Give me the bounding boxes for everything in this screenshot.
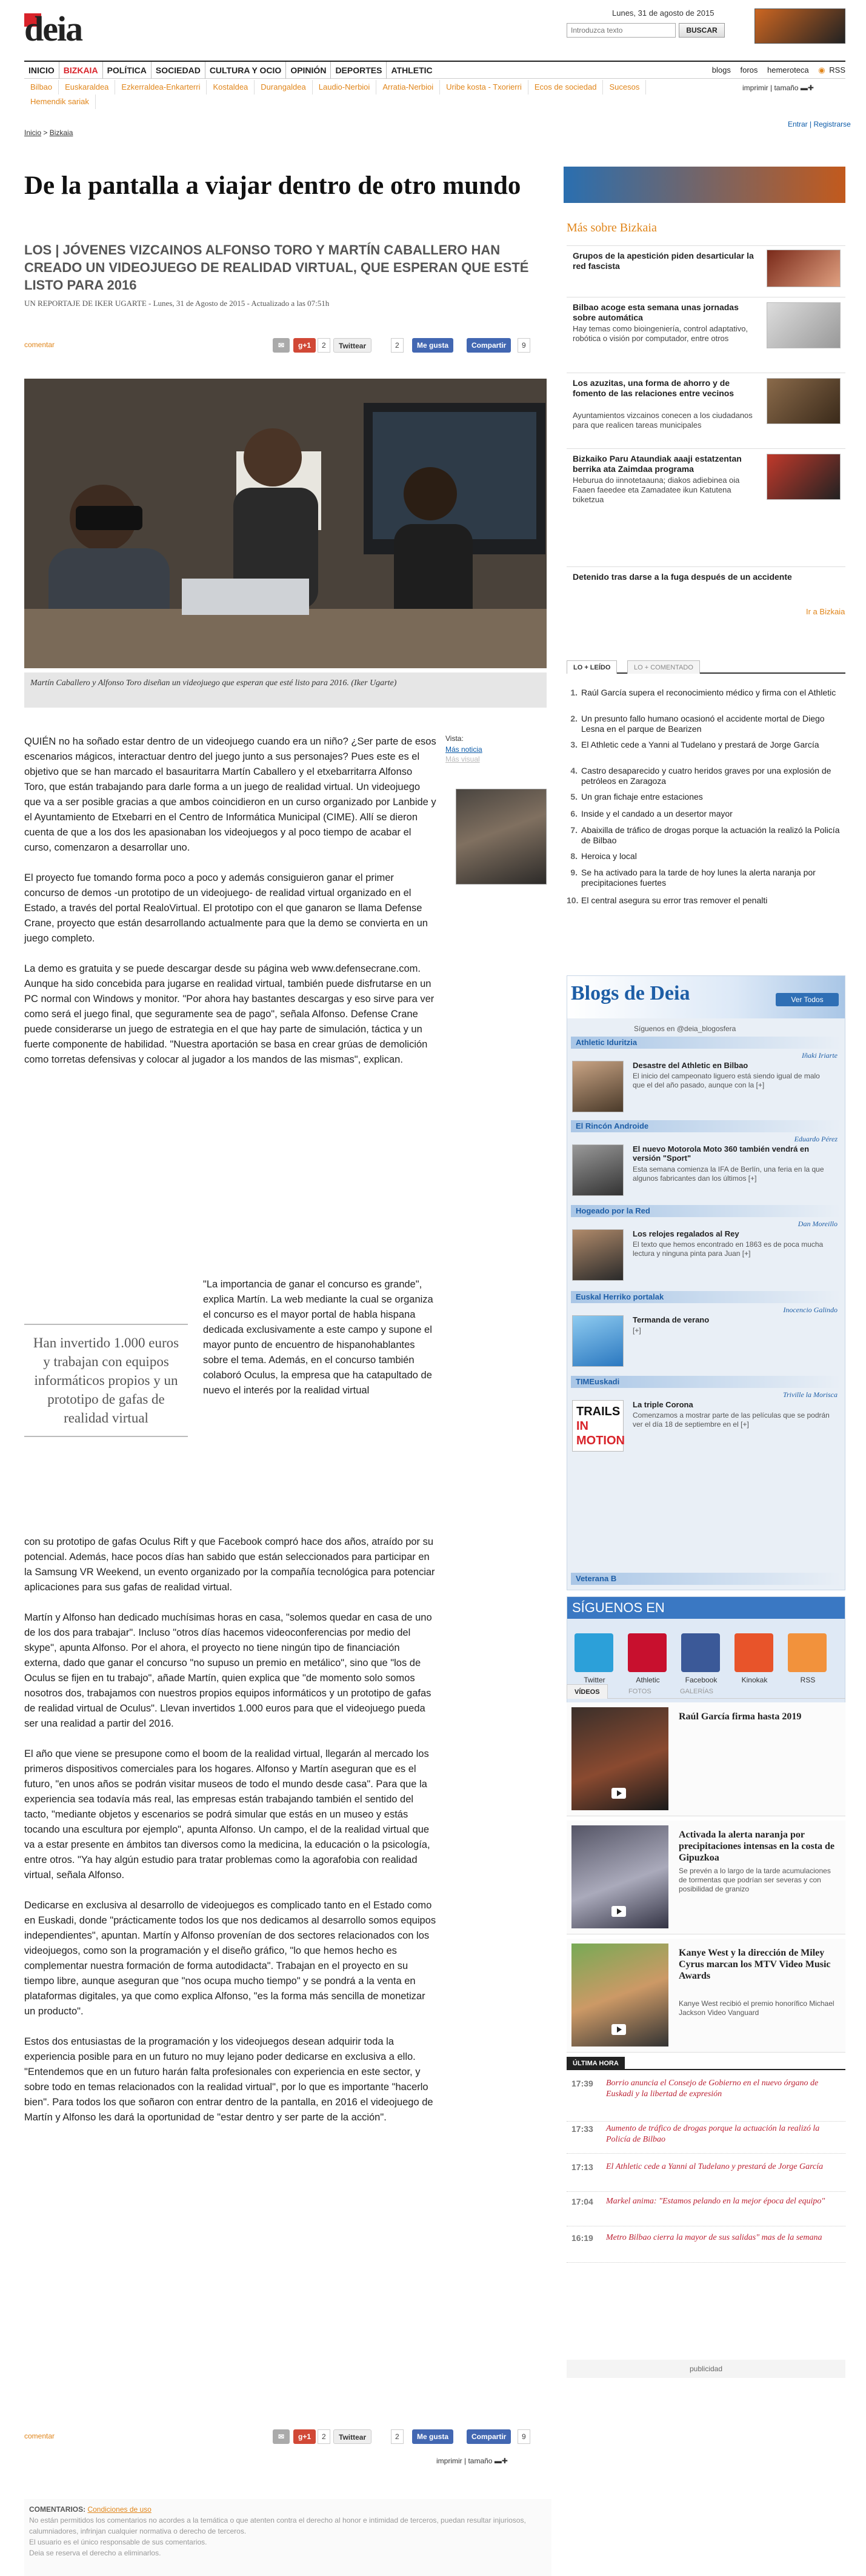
athletic-icon[interactable] xyxy=(628,1633,667,1672)
play-icon[interactable] xyxy=(611,1788,626,1799)
font-minus-icon[interactable]: ▬ xyxy=(494,2457,502,2465)
news-row[interactable] xyxy=(567,2232,845,2263)
related-item[interactable] xyxy=(567,566,845,585)
blog-post-title[interactable]: La triple Corona xyxy=(633,1400,693,1409)
blog-section[interactable]: TIMEuskadi xyxy=(571,1376,841,1388)
kinokak-icon[interactable] xyxy=(734,1633,773,1672)
nav-foros[interactable]: foros xyxy=(740,65,758,75)
avatar xyxy=(572,1229,624,1281)
related-desc: Ayuntamientos vizcainos conecen a los ciudadanos para que realicen tareas municipales xyxy=(573,411,753,430)
news-row[interactable] xyxy=(567,2196,845,2226)
nav-athletic[interactable]: ATHLETIC xyxy=(391,65,433,75)
subnav-item[interactable]: Laudio-Nerbioi xyxy=(313,80,377,95)
subnav-item[interactable]: Durangaldea xyxy=(255,80,312,95)
fb-share-button[interactable]: Compartir xyxy=(467,2429,511,2444)
blog-post-desc: Esta semana comienza la IFA de Berlín, una feria en la que algunos fabricantes dan los últimos [+] xyxy=(633,1165,824,1183)
comment-link[interactable]: comentar xyxy=(24,340,55,349)
related-item[interactable] xyxy=(567,245,845,294)
paragraph: El proyecto fue tomando forma poco a poco y además consiguieron ganar el primer concurso de demos -un prototipo de un videojuego- de realidad virtual organizado en el Estado, a través del portal RealoVirtual. El prototipo con el que ganaron se llama Defense Crane, proyecto que están desarrollando actualmente para que la demo se convierta en un juego completo. xyxy=(24,872,428,944)
twitter-icon[interactable] xyxy=(575,1633,613,1672)
gplus-button[interactable]: g+1 xyxy=(293,338,316,353)
play-icon[interactable] xyxy=(611,1906,626,1917)
subnav-item[interactable]: Arratia-Nerbioi xyxy=(376,80,440,95)
search-input[interactable] xyxy=(567,23,676,38)
nav-blogs[interactable]: blogs xyxy=(711,65,731,75)
comments-title: COMENTARIOS: xyxy=(29,2505,86,2514)
tab-fotos[interactable]: FOTOS xyxy=(628,1688,651,1695)
fb-count: 9 xyxy=(518,2429,530,2444)
fb-like-button[interactable]: Me gusta xyxy=(412,338,453,353)
blog-post-desc: El inicio del campeonato liguero está siendo igual de malo que el del año pasado, aunque con la [+] xyxy=(633,1072,820,1089)
subnav-item[interactable]: Ezkerraldea-Enkarterri xyxy=(115,80,207,95)
most-read-text[interactable]: El Athletic cede a Yanni al Tudelano y prestará de Jorge García xyxy=(581,740,819,749)
blog-post-desc: Comenzamos a mostrar parte de las películas que se podrán ver el día 18 de septiembre en el [+] xyxy=(633,1411,830,1429)
photo-illustration xyxy=(24,379,547,668)
blog-post-title[interactable]: Termanda de verano xyxy=(633,1315,710,1324)
blogs-follow[interactable]: Síguenos en @deia_blogosfera xyxy=(634,1024,736,1033)
news-text[interactable]: Markel anima: "Estamos pelando en la mejor época del equipo" xyxy=(606,2197,825,2206)
subnav-item[interactable]: Uribe kosta - Txorierri xyxy=(440,80,528,95)
video-desc: Kanye West recibió el premio honorífico Michael Jackson Video Vanguard xyxy=(679,1999,834,2017)
article-title: De la pantalla a viajar dentro de otro mundo xyxy=(24,171,521,200)
ultima-hora-header xyxy=(567,2057,845,2070)
print-link[interactable]: imprimir xyxy=(436,2457,462,2465)
nav-sociedad[interactable]: SOCIEDAD xyxy=(152,62,205,79)
blog-post[interactable] xyxy=(572,1315,841,1370)
size-label: tamaño xyxy=(468,2457,493,2465)
blog-post[interactable] xyxy=(572,1061,841,1115)
related-thumb[interactable] xyxy=(767,378,841,424)
related-headline[interactable]: Los azuzitas, una forma de ahorro y de fomento de las relaciones entre vecinos xyxy=(573,378,734,398)
comment-link[interactable]: comentar xyxy=(24,2432,55,2440)
facebook-icon[interactable] xyxy=(681,1633,720,1672)
most-read-text[interactable]: Raúl García supera el reconocimiento médico y firma con el Athletic xyxy=(581,688,836,697)
view-mas-noticia[interactable]: Más noticia xyxy=(445,745,482,754)
nav-right xyxy=(705,62,845,79)
ad-slot: publicidad xyxy=(567,2360,845,2378)
subnav-item[interactable]: Kostaldea xyxy=(207,80,255,95)
comments-section xyxy=(24,2499,551,2576)
rss-icon[interactable] xyxy=(788,1633,827,1672)
blogs-box xyxy=(567,975,845,1590)
news-row[interactable] xyxy=(567,2078,845,2122)
sub-nav xyxy=(24,80,685,109)
video-item[interactable] xyxy=(567,1821,845,1934)
nav-rss[interactable]: RSS xyxy=(829,65,845,75)
nav-bizkaia[interactable]: BIZKAIA xyxy=(59,62,103,79)
news-time: 17:33 xyxy=(571,2124,593,2134)
article-byline: UN REPORTAJE DE IKER UGARTE - Lunes, 31 de Agosto de 2015 - Actualizado a las 07:51h xyxy=(24,299,330,308)
nav-cultura[interactable]: CULTURA Y OCIO xyxy=(205,62,287,79)
blogs-title[interactable]: Blogs de Deia xyxy=(571,982,690,1004)
print-size-tools: imprimir | tamaño ▬✚ xyxy=(742,84,814,92)
size-label: tamaño xyxy=(774,84,799,92)
subnav-item[interactable]: Bilbao xyxy=(24,80,59,95)
blog-post-desc: [+] xyxy=(633,1326,641,1335)
paragraph: con su prototipo de gafas Oculus Rift y que Facebook compró hace dos años, atraído por su potencial. Además, hace pocos días han sabido que están seleccionados para participar en la Samsung VR Weekend, un evento organizado por la compañía tecnológica para potenciar aplicaciones para sus gafas de realidad virtual. xyxy=(24,1536,435,1593)
paragraph: Martín y Alfonso han dedicado muchísimas horas en casa, "solemos quedar en casa de uno de los dos para trabajar". Incluso "otros días hacemos videoconferencias por medio del skype", apunta Alfonso. Por el ahora, el proyecto no tiene ningún tipo de financiación externa, dado que ganar el concurso "no supuso un premio en metálico", sino que "los de Oculus se fijen en tu trabajo", añade Martín, quien explica que "de momento solo somos nosotros dos, trabajamos con nuestros propios equipos informáticos y un prototipo de gafas de realidad virtual de Oculus". Llevan invertidos 1.000 euros para que el videojuego pueda ser una realidad a partir del 2016. xyxy=(24,1612,432,1729)
paragraph: Dedicarse en exclusiva al desarrollo de videojuegos es complicado tanto en el Estado como en Euskadi, donde "prácticamente todos los que nos dedicamos al desarrollo somos equipos independientes", apuntan. Martín y Alfonso provenían de dos sectores relacionados con los videojuegos, como son la programación y el diseño gráfico, "lo que hemos hecho es complementar nuestra formación de forma autodidacta". Trabajan en el proyecto en su tiempo libre, aunque aseguran que "nos ocupa mucho tiempo" y se pondrá a la venta en plataformas digitales, ya que como explica Alfonso, "es la forma más sencilla de monetizar un producto". xyxy=(24,1900,436,2017)
social-label[interactable]: RSS xyxy=(800,1676,816,1684)
gplus-count: 2 xyxy=(318,2429,330,2444)
current-date: Lunes, 31 de agosto de 2015 xyxy=(612,8,714,18)
mail-icon[interactable]: ✉ xyxy=(273,2429,290,2444)
video-desc: Se prevén a lo largo de la tarde acumulaciones de tormentas que podrían ser severas y con posibilidad de granizo xyxy=(679,1867,831,1893)
most-read-text[interactable]: Se ha activado para la tarde de hoy lunes la alerta naranja por precipitaciones fuertes xyxy=(581,868,816,888)
most-read-text[interactable]: Inside y el candado a un desertor mayor xyxy=(581,809,733,818)
related-item[interactable] xyxy=(567,373,845,445)
related-desc: Hay temas como bioingeniería, control adaptativo, robótica o visión por computador, entre otros xyxy=(573,324,748,343)
site-logo[interactable]: deia xyxy=(24,9,82,48)
main-nav xyxy=(24,61,845,79)
nav-deportes[interactable]: DEPORTES xyxy=(331,62,387,79)
font-minus-icon[interactable]: ▬ xyxy=(800,84,808,92)
fb-like-button[interactable]: Me gusta xyxy=(412,2429,453,2444)
related-item[interactable] xyxy=(567,297,845,370)
breadcrumb: Inicio > Bizkaia xyxy=(24,128,73,137)
most-read-text[interactable]: Abaixilla de tráfico de drogas porque la actuación la realizó la Policía de Bilbao xyxy=(581,825,840,845)
nav-hemeroteca[interactable]: hemeroteca xyxy=(767,65,809,75)
print-link[interactable]: imprimir xyxy=(742,84,768,92)
most-read-text[interactable]: Heroica y local xyxy=(581,851,637,861)
news-time: 16:19 xyxy=(571,2233,593,2243)
subnav-item[interactable]: Ecos de sociedad xyxy=(528,80,604,95)
paragraph: "La importancia de ganar el concurso es grande", explica Martín. La web mediante la cual se organiza el concurso es el mayor portal de habla hispana dedicada exclusivamente a este campo y supone el mayor punto de encuentro de hispanohablantes sobre el tema. Además, en el concurso también colaboró Oculus, la empresa que ha catapultado de nuevo el interés por la realidad virtual xyxy=(203,1279,433,1396)
video-title[interactable]: Raúl García firma hasta 2019 xyxy=(679,1711,802,1722)
photo-caption: Martín Caballero y Alfonso Toro diseñan un videojuego que esperan que esté listo para 2016. (Iker Ugarte) xyxy=(24,672,547,708)
article-body-1 xyxy=(24,734,436,1083)
news-text[interactable]: El Athletic cede a Yanni al Tudelano y prestará de Jorge García xyxy=(606,2162,824,2171)
most-read-text[interactable]: Un presunto fallo humano ocasionó el accidente mortal de Diego Lesna en el parque de Bearizen xyxy=(581,714,825,734)
twitter-button[interactable]: Twittear xyxy=(333,338,371,353)
mail-icon[interactable]: ✉ xyxy=(273,338,290,353)
article-body-2 xyxy=(203,1277,436,1398)
video-title[interactable]: Kanye West y la dirección de Miley Cyrus marcan los MTV Video Music Awards xyxy=(679,1948,831,1981)
blog-post-desc: El texto que hemos encontrado en 1863 es de poca mucha lectura y ninguna pinta para Juan [+] xyxy=(633,1240,824,1258)
blog-post-title[interactable]: El nuevo Motorola Moto 360 también vendrá en versión "Sport" xyxy=(633,1144,810,1163)
view-mas-visual[interactable]: Más visual xyxy=(445,755,480,763)
view-switch xyxy=(445,734,548,763)
rss-icon[interactable]: ◉ xyxy=(818,65,825,75)
paragraph: Estos dos entusiastas de la programación y los videojuegos desean adquirir toda la experiencia posible para en un futuro no muy lejano poder dedicarse en exclusiva a ello. "Entendemos que en un futuro harán falta profesionales con experiencia en este sector, y sobre todo en temas relacionados con la realidad virtual", por lo que es importante "hacerlo bien". Para todos los que soñaron con entrar dentro de la pantalla, en 2016 el videojuego de Martín y Alfonso les dará la oportunidad de "estar dentro y ser parte de la acción". xyxy=(24,2036,433,2123)
promo-banner[interactable] xyxy=(754,8,845,44)
nav-opinion[interactable]: OPINIÓN xyxy=(286,62,331,79)
pull-quote: Han invertido 1.000 euros y trabajan con equipos informáticos propios y un prototipo de gafas de realidad virtual xyxy=(24,1324,188,1437)
blog-author: Eduardo Pérez xyxy=(794,1135,838,1143)
gallery-thumbnail[interactable] xyxy=(456,789,547,885)
share-bar-bottom xyxy=(24,2429,551,2445)
paragraph: La demo es gratuita y se puede descargar desde su página web www.defensecrane.com. Aunque ha sido concebida para jugarse en realidad virtual, también puede disfrutarse en un PC normal con Windows y monitor. "Por ahora hay bastantes descargas y eso sirve para ver como será el juego final, que seguramente sea de pago", señala Alfonso. Defense Crane puede considerarse un juego de estrategia en el que hay parte de simulación, táctica y un fuerte componente de habilidad. "Nuestra aportación se basa en crear grúas de demolición como torretas defensivas y colocar al jugador a los mandos de las mismas", explican. xyxy=(24,963,435,1065)
blog-post[interactable] xyxy=(572,1144,841,1199)
social-title: SÍGUENOS EN xyxy=(567,1597,845,1619)
gplus-button[interactable]: g+1 xyxy=(293,2429,316,2444)
comments-rule: No están permitidos los comentarios no acordes a la temática o que atenten contra el derecho al honor e intimidad de terceros, puedan resultar injuriosos, calumniadores, infrinjan cualquier normativa o derecho de terceros. xyxy=(29,2516,526,2535)
video-item[interactable] xyxy=(567,1939,845,2053)
related-item[interactable] xyxy=(567,448,845,515)
video-thumb[interactable] xyxy=(571,1944,668,2047)
blogs-header xyxy=(567,976,845,1018)
avatar xyxy=(572,1061,624,1112)
breadcrumb-home[interactable]: Inicio xyxy=(24,128,42,137)
blog-author: Inocencio Galindo xyxy=(783,1306,838,1314)
paragraph: QUIÉN no ha soñado estar dentro de un videojuego cuando era un niño? ¿Ser parte de esos escenarios mágicos, interactuar dentro del juego junto a sus personajes? Pues este es el objetivo que se han marcado el basauritarra Martín Caballero y el etxebarritarra Alfonso Toro, que están trabajando para darle forma a un juego de realidad virtual. Un videojuego que va a ser posible gracias a que ambos coincidieron en un curso organizado por Lanbide y el Ayuntamiento de Etxebarri en el Centro de Informática Municipal (CIME). Allí se dieron cuenta de que a los dos les apasionaban los videojuegos y al poco tiempo de acabar el curso, comenzaron a desarrollar uno. xyxy=(24,736,436,853)
most-read-text[interactable]: Un gran fichaje entre estaciones xyxy=(581,792,703,802)
fb-count: 9 xyxy=(518,338,530,353)
most-tabs xyxy=(567,660,845,674)
blog-post[interactable] xyxy=(572,1400,841,1461)
blog-author: Iñaki Iriarte xyxy=(802,1051,838,1060)
related-headline[interactable]: Detenido tras darse a la fuga después de un accidente xyxy=(573,572,792,582)
share-bar-top xyxy=(24,338,551,354)
tab-galerias[interactable]: GALERÍAS xyxy=(680,1688,714,1695)
blog-post[interactable] xyxy=(572,1229,841,1284)
login-links[interactable]: Entrar | Registrarse xyxy=(788,120,851,128)
related-headline[interactable]: Grupos de la apestición piden desarticular la red fascista xyxy=(573,251,754,271)
paragraph: El año que viene se presupone como el boom de la realidad virtual, llegarán al mercado los primeros dispositivos comerciales para los hogares. Alfonso y Martín aseguran que es el futuro, "en unos años se podrán visitar museos de todo el mundo desde casa". Para que la experiencia sea todavía más real, las empresas están trabajando también el sentido del tacto, "mediante objetos y escenarios se podrá simular que estás en un museo y estás tocando una escultura por ejemplo", apunta Alfonso. Un campo, el de la realidad virtual que va a estar presente en ámbitos tan diversos como la medicina, la educación o la psicología, entre otros. "Ya hay algún estudio para tratar problemas como la agorafobia con realidad virtual, señala Alfonso. xyxy=(24,1748,430,1881)
video-title[interactable]: Activada la alerta naranja por precipitaciones intensas en la costa de Gipuzkoa xyxy=(679,1830,835,1863)
video-thumb[interactable] xyxy=(571,1707,668,1810)
most-read-text[interactable]: El central asegura su error tras remover el penalti xyxy=(581,895,768,905)
nav-inicio[interactable]: INICIO xyxy=(24,62,59,79)
subnav-item[interactable]: Euskaraldea xyxy=(59,80,115,95)
nav-politica[interactable]: POLÍTICA xyxy=(103,62,152,79)
blog-section[interactable]: Veterana B xyxy=(571,1573,841,1585)
social-label[interactable]: Kinokak xyxy=(741,1676,768,1684)
gplus-count: 2 xyxy=(318,338,330,353)
play-icon[interactable] xyxy=(611,2024,626,2035)
subnav-item[interactable]: Sucesos xyxy=(603,80,646,95)
related-thumb[interactable] xyxy=(767,454,841,500)
news-text[interactable]: Aumento de tráfico de drogas porque la actuación la realizó la Policía de Bilbao xyxy=(606,2124,820,2144)
tab-most-commented[interactable]: LO + COMENTADO xyxy=(627,660,700,674)
comments-rule: Deia se reserva el derecho a eliminarlos. xyxy=(29,2549,161,2557)
twitter-count: 2 xyxy=(391,2429,404,2444)
news-text[interactable]: Metro Bilbao cierra la mayor de sus salidas" mas de la semana xyxy=(606,2233,822,2242)
blog-section[interactable]: El Rincón Androide xyxy=(571,1120,841,1132)
tab-videos[interactable]: VÍDEOS xyxy=(567,1684,608,1699)
related-headline[interactable]: Bilbao acoge esta semana unas jornadas sobre automática xyxy=(573,302,739,322)
video-item[interactable] xyxy=(567,1702,845,1816)
news-text[interactable]: Borrio anuncia el Consejo de Gobierno en el nuevo órgano de Euskadi y la libertad de expresión xyxy=(606,2079,819,2099)
breadcrumb-section[interactable]: Bizkaia xyxy=(49,128,73,137)
fb-share-button[interactable]: Compartir xyxy=(467,338,511,353)
related-thumb[interactable] xyxy=(767,250,841,287)
blog-section[interactable]: Euskal Herriko portalak xyxy=(571,1291,841,1303)
news-time: 17:04 xyxy=(571,2197,593,2206)
print-size-tools-bottom: imprimir | tamaño ▬✚ xyxy=(436,2457,508,2465)
news-time: 17:39 xyxy=(571,2079,593,2088)
avatar xyxy=(572,1315,624,1367)
search-button[interactable]: BUSCAR xyxy=(679,23,725,38)
news-row[interactable] xyxy=(567,2123,845,2154)
terms-link[interactable]: Condiciones de uso xyxy=(87,2505,152,2514)
article-photo[interactable] xyxy=(24,379,547,668)
video-thumb[interactable] xyxy=(571,1825,668,1928)
blog-author: Dan Moreillo xyxy=(798,1220,838,1228)
twitter-button[interactable]: Twittear xyxy=(333,2429,371,2444)
article-subtitle: LOS | JÓVENES VIZCAINOS ALFONSO TORO Y MARTÍN CABALLERO HAN CREADO UN VIDEOJUEGO DE REALIDAD VIRTUAL, QUE ESPERAN QUE ESTÉ LISTO PARA 2016 xyxy=(24,242,529,293)
blog-author: Triville la Morisca xyxy=(783,1390,838,1399)
related-desc: Heburua do iinnotetaauna; diakos adiebinea oia Faaen faeedee eta Zamadatee ikun Katutena txiketzua xyxy=(573,476,740,504)
news-row[interactable] xyxy=(567,2162,845,2192)
tab-most-read[interactable]: LO + LEÍDO xyxy=(567,660,617,674)
twitter-count: 2 xyxy=(391,338,404,353)
avatar xyxy=(572,1144,624,1196)
font-plus-icon[interactable]: ✚ xyxy=(807,84,814,92)
related-thumb[interactable] xyxy=(767,302,841,348)
comments-rule: El usuario es el único responsable de sus comentarios. xyxy=(29,2538,207,2546)
most-read-text[interactable]: Castro desaparecido y cuatro heridos graves por una explosión de petróleos en Zaragoza xyxy=(581,766,831,786)
subnav-item[interactable]: Hemendik sariak xyxy=(24,95,96,109)
blog-post-title[interactable]: Desastre del Athletic en Bilbao xyxy=(633,1061,748,1070)
sidebar-banner[interactable] xyxy=(564,167,845,203)
social-label[interactable]: Athletic xyxy=(636,1676,660,1684)
view-label: Vista: xyxy=(445,734,464,743)
trails-logo: TRAILS IN MOTION xyxy=(572,1400,624,1452)
social-label[interactable]: Twitter xyxy=(584,1676,605,1684)
more-bizkaia-link[interactable]: Ir a Bizkaia xyxy=(806,607,845,616)
article-body-3 xyxy=(24,1535,436,2140)
blog-section[interactable]: Hogeado por la Red xyxy=(571,1205,841,1217)
blog-post-title[interactable]: Los relojes regalados al Rey xyxy=(633,1229,739,1238)
related-title: Más sobre Bizkaia xyxy=(567,221,657,234)
news-time: 17:13 xyxy=(571,2162,593,2172)
font-plus-icon[interactable]: ✚ xyxy=(501,2457,508,2465)
social-label[interactable]: Facebook xyxy=(685,1676,718,1684)
ultima-hora-title: ÚLTIMA HORA xyxy=(567,2057,625,2070)
related-headline[interactable]: Bizkaiko Paru Ataundiak aaaji estatzentan berrika ata Zaimdaa programa xyxy=(573,454,742,474)
view-all-blogs-button[interactable]: Ver Todos xyxy=(776,993,839,1006)
blog-section[interactable]: Athletic Iduritzia xyxy=(571,1037,841,1049)
media-tabs xyxy=(567,1684,845,1699)
